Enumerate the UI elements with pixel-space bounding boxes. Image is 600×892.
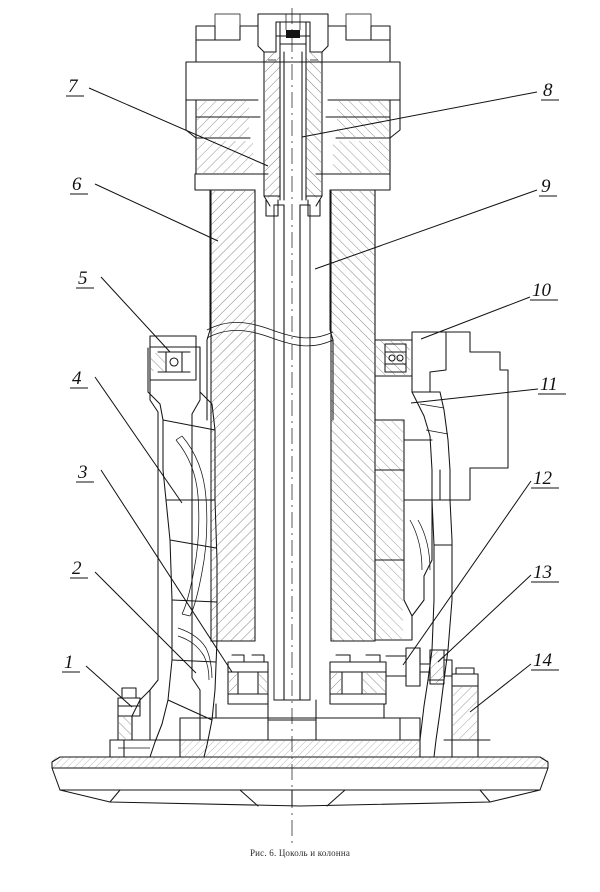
callout-13: 13 [533,562,552,583]
upper-left-bearing [150,336,196,380]
column-shaft [195,174,390,641]
figure-caption: Рис. 6. Цоколь и колонна [249,848,351,858]
callout-9: 9 [541,176,551,197]
pedestal-skirt-right [420,500,452,757]
base-plate [52,757,548,806]
callout-6: 6 [72,174,82,195]
callout-12: 12 [533,468,552,489]
right-bottom-bolt [444,668,490,757]
callout-14: 14 [533,650,552,671]
left-bottom-fitting [110,688,150,757]
callout-4: 4 [72,368,82,389]
callout-8: 8 [543,80,553,101]
callout-7: 7 [68,76,78,97]
callout-2: 2 [72,558,82,579]
column-lower-left-wall [124,347,200,757]
callout-1: 1 [64,652,74,673]
callout-3: 3 [78,462,88,483]
callout-11: 11 [540,374,558,395]
callout-5: 5 [78,268,88,289]
side-fitting-right [386,648,452,686]
callout-10: 10 [532,280,551,301]
top-neck-nozzle [258,14,328,216]
upper-right-housing [375,332,508,640]
